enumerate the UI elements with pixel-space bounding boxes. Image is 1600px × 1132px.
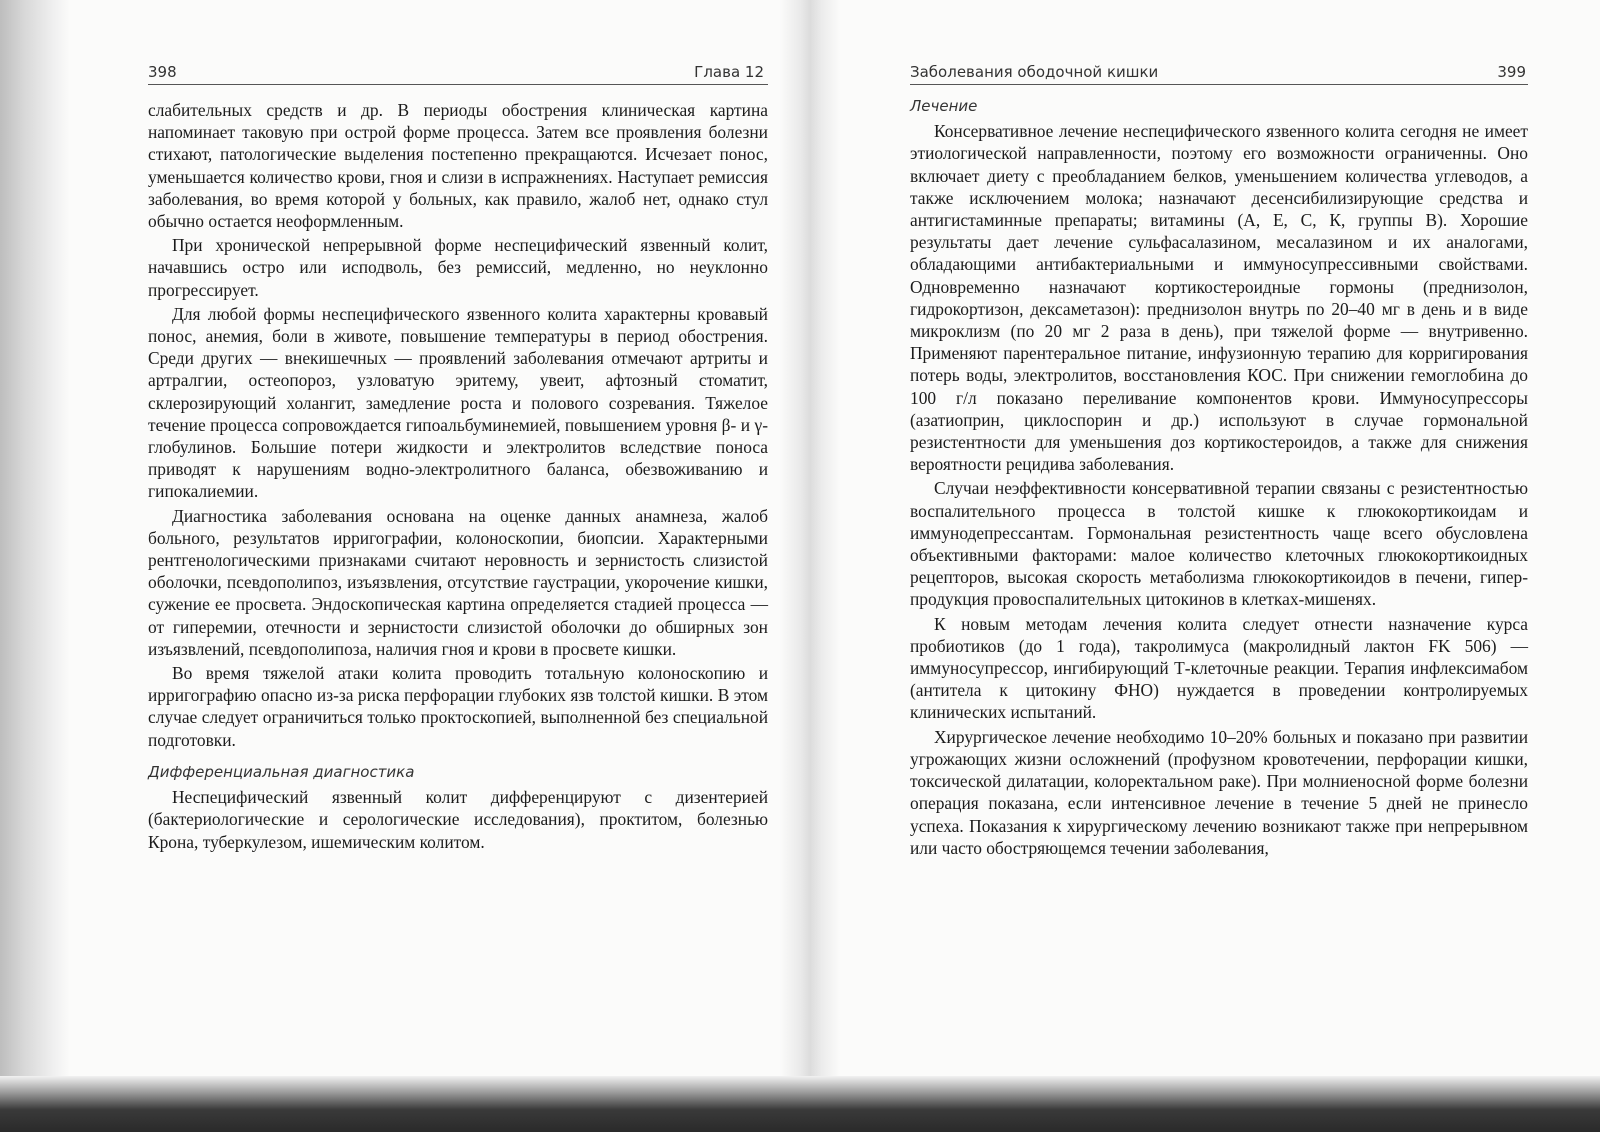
- paragraph: Хирургическое лечение необходимо 10–20% больных и показано при развитии угрожающих жизни осложнений (профузном кровотечении, перфорации кишки, токсической дилатации, колоректальном раке). При молниеносной форме болезни операция показана, если интенсивное лечение в течение 5 дней не принесло успеха. Показания к хирургическому лечению возникают также при непрерывном или часто обостряющемся течении заболевания,: [910, 726, 1528, 858]
- paragraph: К новым методам лечения колита следует отнести назначение курса пробиотиков (до 1 года), такролимуса (макролидный лактон FK 506) — иммуносупрессор, ингибирующий Т-клеточные реакции. Терапия инфлексимабом (антитела к цитокину ФНО) нуждается в проведении контролируемых клинических испытаний.: [910, 613, 1528, 723]
- page-number: 398: [148, 63, 177, 81]
- right-running-head: [910, 58, 1528, 85]
- left-page-body: [148, 99, 768, 853]
- paragraph: Для любой формы неспецифического язвенного колита характерны кровавый понос, анемия, боли в животе, повышение температуры в период обострения. Среди других — внекишечных — проявлений заболевания отмечают артриты и артралгии, остеопороз, узловатую эритему, увеит, афтозный стоматит, склерозирующий холангит, замедление роста и полового созревания. Тяжелое течение процесса сопровождается гипоальбуминемией, повышением уровня β- и γ-глобулинов. Большие потери жидкости и электролитов вследствие поноса приводят к нарушениям водно-электролитного баланса, обезвоживанию и гипокалиемии.: [148, 303, 768, 502]
- paragraph: Во время тяжелой атаки колита проводить тотальную колоноскопию и ирригографию опасно из-за риска перфорации глубоких язв толстой кишки. В этом случае следует ограничиться только проктоскопией, выполненной без специальной подготовки.: [148, 663, 768, 750]
- right-page-body: [910, 95, 1528, 859]
- right-page: [910, 58, 1528, 859]
- paragraph: слабительных средств и др. В периоды обострения клиническая картина напоминает таковую при острой форме процесса. Затем все проявления болезни стихают, патологические выделения постепенно прекращаются. Исчезает понос, уменьшается количество крови, гноя и слизи в испражнениях. Наступает ремиссия заболевания, во время которой у больных, как правило, жалоб нет, однако стул обычно остается неоформленным.: [148, 100, 768, 232]
- paragraph: Неспецифический язвенный колит дифференцируют с дизентерией (бактериологические и серологические исследования), проктитом, болезнью Крона, туберкулезом, ишемическим колитом.: [148, 787, 768, 852]
- scan-shadow-bottom: [0, 1076, 1600, 1132]
- scan-shadow-left: [0, 0, 70, 1132]
- section-subheading: Дифференциальная диагностика: [148, 762, 415, 781]
- section-title: Заболевания ободочной кишки: [910, 63, 1159, 81]
- left-page: [148, 58, 768, 853]
- paragraph: При хронической непрерывной форме неспецифический язвенный колит, начавшись остро или исподволь, без ремиссий, медленно, но неуклонно прогрессирует.: [148, 235, 768, 300]
- section-subheading: Лечение: [910, 97, 978, 115]
- paragraph: Случаи неэффективности консервативной терапии связаны с резистентностью воспалительного процесса в толстой кишке к глюкокортикоидам и иммунодепрессантам. Гормональная резистентность чаще всего обусловлена объективными факторами: малое количество клеточных глюкокортикоидных рецепторов, высокая скорость метаболизма глюкокортикоидов в печени, гиперпродукция провоспалительных цитокинов в клетках-мишенях.: [910, 478, 1528, 610]
- chapter-title: Глава 12: [694, 63, 764, 81]
- paragraph: Консервативное лечение неспецифического язвенного колита сегодня не имеет этиологической направленности, поэтому его возможности ограниченны. Оно включает диету с преобладанием белков, уменьшением количества углеводов, а также исключением молока; назначают десенсибилизирующие средства и антигистаминные препараты; витамины (А, Е, С, К, группы В). Хорошие результаты дает лечение сульфасалазином, месалазином и их аналогами, обладающими антибактериальными и иммуносупрессивными свойствами. Одновременно назначают кортикостероидные гормоны (преднизолон, гидрокортизон, дексаметазон): преднизолон внутрь по 20–40 мг в день и в виде микроклизм (по 20 мг 2 раза в день), при тяжелой форме — внутривенно. Применяют парентеральное питание, инфузионную терапию для корригирования потерь воды, электролитов, восстановления КОС. При снижении гемоглобина до 100 г/л показано переливание компонентов крови. Иммуносупрессоры (азатиоприн, циклоспорин и др.) используют в случае гормональной резистентности для уменьшения доз кортикостероидов, а также для снижения вероятности рецидива заболевания.: [910, 121, 1528, 475]
- book-gutter: [780, 0, 840, 1080]
- paragraph: Диагностика заболевания основана на оценке данных анамнеза, жалоб больного, результатов ирригографии, колоноскопии, биопсии. Характерными рентгенологическими признаками считают неровность и зернистость слизистой оболочки, псевдополипоз, изъязвления, отсутствие гаустрации, укорочение кишки, сужение ее просвета. Эндоскопическая картина определяется стадией процесса — от гиперемии, отечности и зернистости слизистой оболочки до обширных зон изъязвлений, псевдополипоза, наличия гноя и крови в просвете кишки.: [148, 505, 768, 659]
- page-number: 399: [1497, 63, 1526, 81]
- left-running-head: [148, 58, 768, 85]
